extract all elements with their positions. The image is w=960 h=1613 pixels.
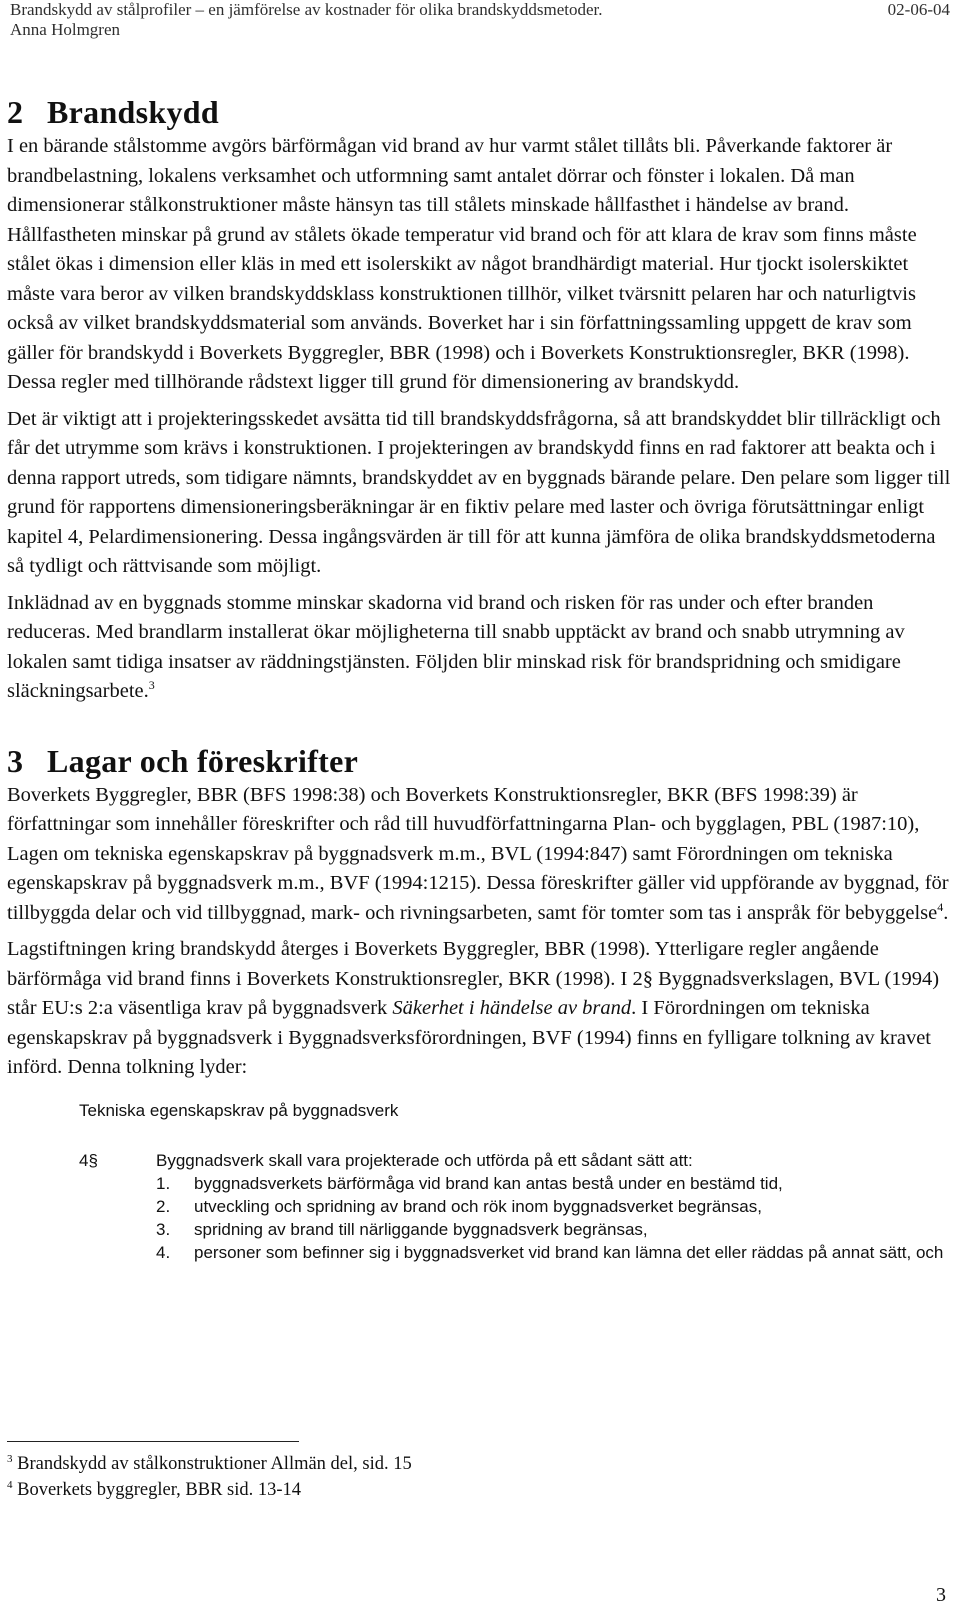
paragraph-text: Boverkets Byggregler, BBR (BFS 1998:38) och Boverkets Konstruktionsregler, BKR (BFS 1998:39) är författningar som innehåller föreskrifter och råd till huvudförfattningarna Plan- och bygglagen, PBL (1987:10), Lagen om tekniska egenskapskrav på byggnadsverk m.m., BVL (1994:847) samt Förordningen om tekniska egenskapskrav på byggnadsverk m.m., BVF (1994:1215). Dessa föreskrifter gäller vid uppförande av byggnad, för tillbyggda delar och vid tillbyggnad, mark- och rivningsarbeten, samt för tomter som tas i anspråk för bebyggelse <box>7 783 949 924</box>
document-date: 02-06-04 <box>887 0 950 19</box>
item-number: 2. <box>156 1196 171 1216</box>
footnote-reference: 3 <box>148 678 155 693</box>
paragraph: I en bärande stålstomme avgörs bärförmågan vid brand av hur varmt stålet tillåts bli. Påverkande faktorer är brandbelastning, lokalens verksamhet och utformning samt antalet dörrar och fönster i lokalen. Då man dimensionerar stålkonstruktioner måste hänsyn tas till stålets minskade hållfasthet i händelse av brand. Hållfastheten minskar på grund av stålets ökade temperatur vid brand och för att klara de krav som finns måste stålet ökas i dimension eller kläs in med ett isolerskikt av något brandhärdigt material. Hur tjockt isolerskiktet måste vara beror av vilken brandskyddsklass konstruktionen tillhör, vilket tvärsnitt pelaren har och naturligtvis också av vilket brandskyddsmaterial som används. Boverket har i sin författningssamling uppgett de krav som gäller för brandskydd i Boverkets Byggregler, BBR (1998) och i Boverkets Konstruktionsregler, BKR (1998). Dessa regler med tillhörande rådstext ligger till grund för dimensionering av brandskydd. <box>7 135 917 393</box>
section-title: Brandskydd <box>47 94 219 130</box>
paragraph-text: . I Förordningen om tekniska egenskapskrav på byggnadsverk i Byggnadsverksförordningen, BVF (1994) finns en fylligare tolkning av kravet införd. Denna tolkning lyder: <box>7 997 932 1078</box>
section-number: 2 <box>7 94 24 130</box>
section-heading-brandskydd <box>7 92 952 132</box>
item-number: 3. <box>156 1219 171 1239</box>
list-item <box>156 1172 952 1195</box>
item-text: utveckling och spridning av brand och rök inom byggnadsverket begränsas, <box>194 1196 762 1216</box>
paragraph <box>7 781 952 929</box>
quote-list <box>156 1172 952 1264</box>
running-header <box>10 0 950 40</box>
page-number: 3 <box>936 1584 946 1606</box>
item-number: 4. <box>156 1242 171 1262</box>
quote-clause <box>79 1149 952 1172</box>
quote-title: Tekniska egenskapskrav på byggnadsverk <box>79 1100 399 1120</box>
section-heading-lagar <box>7 741 952 781</box>
footnote <box>7 1477 412 1503</box>
item-text: spridning av brand till närliggande byggnadsverk begränsas, <box>194 1219 648 1239</box>
item-text: personer som befinner sig i byggnadsverket vid brand kan lämna det eller räddas på annat sätt, och <box>194 1242 944 1262</box>
footnote <box>7 1451 412 1477</box>
legal-quote <box>7 1099 952 1264</box>
footnote-text: Brandskydd av stålkonstruktioner Allmän del, sid. 15 <box>17 1454 412 1474</box>
item-number: 1. <box>156 1173 171 1193</box>
section-number: 3 <box>7 742 24 779</box>
footnote-number: 3 <box>7 1452 13 1465</box>
document-title: Brandskydd av stålprofiler – en jämförelse av kostnader för olika brandskyddsmetoder. <box>10 0 603 19</box>
item-text: byggnadsverkets bärförmåga vid brand kan antas bestå under en bestämd tid, <box>194 1173 783 1193</box>
period: . <box>943 901 949 924</box>
paragraph <box>7 589 952 707</box>
clause-number: 4§ <box>79 1150 98 1170</box>
clause-text: Byggnadsverk skall vara projekterade och utförda på ett sådant sätt att: <box>156 1150 693 1170</box>
italic-phrase: Säkerhet i händelse av brand <box>392 997 632 1019</box>
list-item <box>156 1241 952 1264</box>
list-item <box>156 1195 952 1218</box>
footnotes <box>7 1451 412 1503</box>
paragraph-text: Inklädnad av en byggnads stomme minskar skadorna vid brand och risken för ras under och efter branden reduceras. Med brandlarm installerat ökar möjligheterna till snabb upptäckt av brand och snabb utrymning av lokalen samt tidiga insatser av räddningstjänsten. Följden blir minskad risk för brandspridning och smidigare släckningsarbete. <box>7 591 905 702</box>
paragraph: Det är viktigt att i projekteringsskedet avsätta tid till brandskyddsfrågorna, så att brandskyddet blir tillräckligt och får det utrymme som krävs i konstruktionen. I projekteringen av brandskydd finns en rad faktorer att beakta och i denna rapport utreds, som tidigare nämnts, brandskyddet av en byggnads bärande pelare. Den pelare som ligger till grund för rapportens dimensioneringsberäkningar är en fiktiv pelare med laster och övriga förutsättningar enligt kapitel 4, Pelardimensionering. Dessa ingångsvärden är till för att kunna jämföra de olika brandskyddsmetoderna så tydligt och rättvisande som möjligt. <box>7 407 951 577</box>
list-item <box>156 1218 952 1241</box>
page-body <box>7 92 952 1264</box>
section-title: Lagar och föreskrifter <box>47 742 359 779</box>
footnote-divider <box>7 1441 299 1442</box>
footnote-number: 4 <box>7 1478 13 1491</box>
footnote-reference: 4 <box>937 899 944 914</box>
footnote-text: Boverkets byggregler, BBR sid. 13-14 <box>17 1480 302 1500</box>
paragraph-text: Lagstiftningen kring brandskydd återges i Boverkets Byggregler, BBR (1998). Ytterligare regler angående bärförmåga vid brand finns i Boverkets Konstruktionsregler, BKR (1998). I 2§ Byggnadsverkslagen, BVL (1994) står EU:s 2:a väsentliga krav på byggnadsverk <box>7 938 940 1019</box>
document-author: Anna Holmgren <box>10 20 121 39</box>
paragraph <box>7 935 952 1083</box>
